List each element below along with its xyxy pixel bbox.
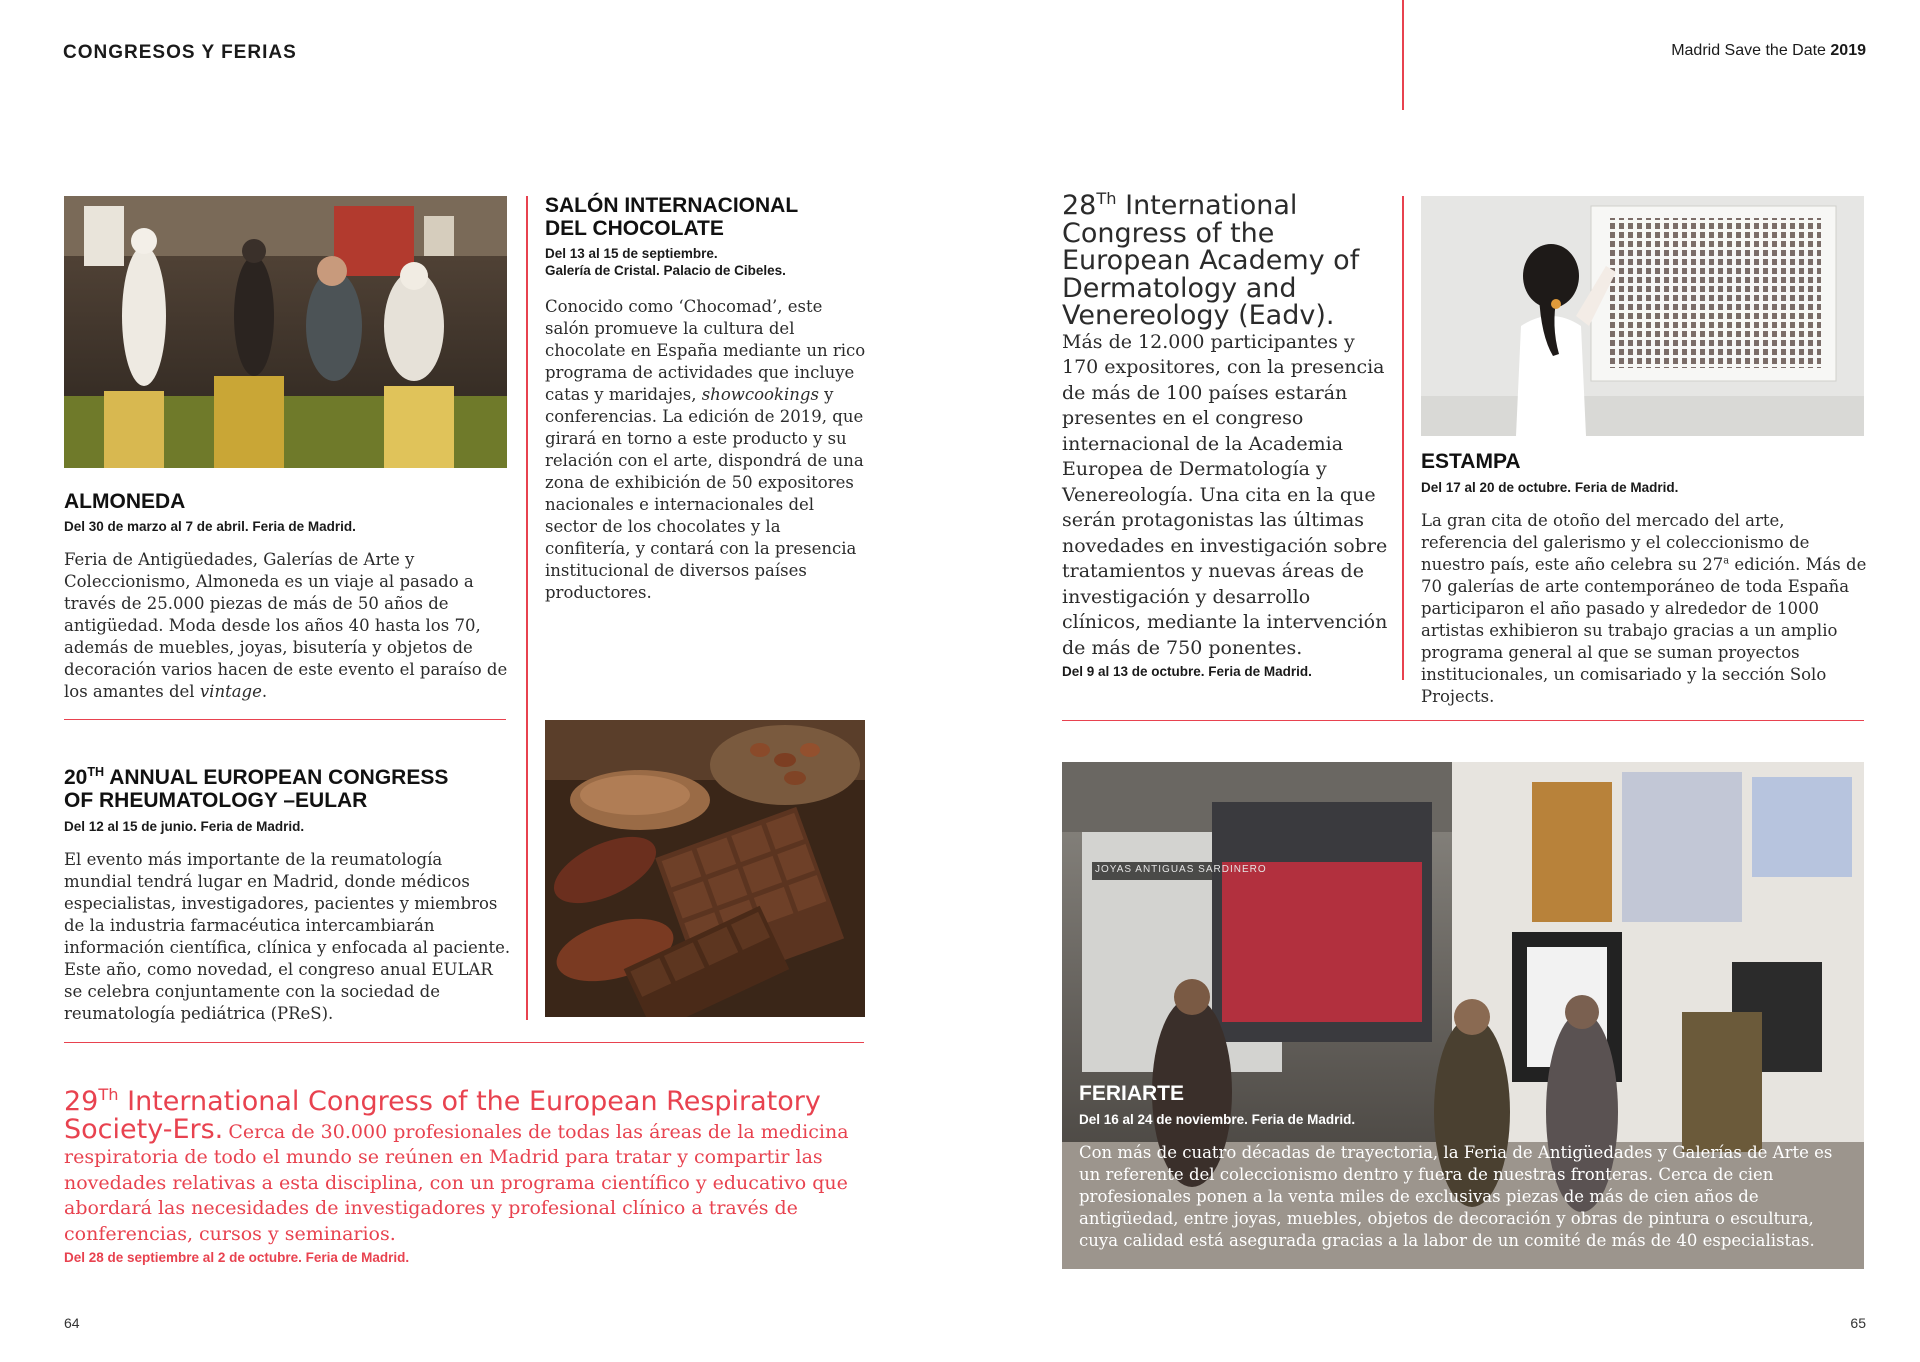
ers-body: Cerca de 30.000 profesionales de todas las áreas de la medicina respiratoria de todo el mundo se reúnen en Madrid para tratar y compartir las novedades relativas a esta disciplina, con un programa científico y educativo que abordará las necesidades de investigadores y profesional clínico a través de conferencias, cursos y seminarios. [64, 1120, 849, 1245]
almoneda-title: ALMONEDA [64, 490, 186, 513]
eadv-title: 28Th International Congress of the European Academy of Dermatology and Venereology (Eadv). [1062, 189, 1360, 331]
publication-title: Madrid Save the Date [1671, 42, 1826, 59]
almoneda-body: Feria de Antigüedades, Galerías de Arte y Coleccionismo, Almoneda es un viaje al pasado a través de 25.000 piezas de más de 50 años de antigüedad. Moda desde los años 40 hasta los 70, además de muebles, joyas, bisutería y objetos de decoración varios hacen de este evento el paraíso de los amantes del vintage. [64, 550, 508, 701]
section-header: CONGRESOS Y FERIAS [63, 42, 297, 63]
left-bottom-rule [64, 1042, 864, 1043]
eular-title: 20TH ANNUAL EUROPEAN CONGRESS OF RHEUMATOLOGY –EULAR [64, 765, 449, 812]
chocolate-body: Conocido como ‘Chocomad’, este salón promueve la cultura del chocolate en España mediante un rico programa de actividades que incluye catas y maridajes, showcookings y conferencias. La edición de 2019, que girará en torno a este producto y su relación con el arte, dispondrá de una zona de exhibición de 50 expositores nacionales e internacionales del sector de los chocolates y la confitería, y contará con la presencia institucional de diversos países productores. [545, 297, 866, 602]
chocolate-photo [545, 720, 865, 1017]
estampa-body: La gran cita de otoño del mercado del arte, referencia del galerismo y el coleccionismo de nuestro país, este año celebra su 27$^a$ edición. Más de 70 galerías de arte contemporáneo de toda España participaron el año pasado y alrededor de 1000 artistas exhibieron su trabajo gracias a un amplio programa general al que se suman proyectos institucionales, un comisariado y la sección Solo Projects. [1421, 511, 1867, 706]
estampa-title: ESTAMPA [1421, 450, 1521, 473]
ers-date: Del 28 de septiembre al 2 de octubre. Feria de Madrid. [64, 1250, 410, 1265]
top-right-vertical-rule [1402, 0, 1404, 110]
chocolate-title: SALÓN INTERNACIONAL DEL CHOCOLATE [545, 194, 799, 240]
gallery-girl-image [1421, 196, 1864, 436]
eadv-block [1062, 189, 1392, 680]
right-mid-rule [1062, 720, 1864, 721]
estampa-photo [1421, 196, 1864, 436]
estampa-column-rule [1402, 196, 1404, 680]
feriarte-sign-1: JOYAS ANTIGUAS SARDINERO [1095, 864, 1267, 875]
eular-date: Del 12 al 15 de junio. Feria de Madrid. [64, 819, 305, 834]
almoneda-date: Del 30 de marzo al 7 de abril. Feria de Madrid. [64, 519, 356, 534]
feriarte-title: FERIARTE [1079, 1082, 1184, 1105]
feriarte-body: Con más de cuatro décadas de trayectoria, la Feria de Antigüedades y Galerías de Arte es un referente del coleccionismo dentro y fuera de nuestras fronteras. Cerca de cien profesionales ponen a la venta miles de exclusivas piezas de más de cien años de antigüedad, entre joyas, muebles, objetos de decoración y obras de pintura o escultura, cuya calidad está asegurada gracias a la labor de un comité de más de 40 especialistas. [1079, 1143, 1833, 1250]
chocolate-image [545, 720, 865, 1017]
eular-body: El evento más importante de la reumatología mundial tendrá lugar en Madrid, donde médicos especialistas, investigadores, pacientes y miembros de la industria farmacéutica intercambiarán información científica, clínica y enfocada al paciente. Este año, como novedad, el congreso anual EULAR se celebra conjuntamente con la sociedad de reumatología pediátrica (PReS). [64, 850, 511, 1023]
feriarte-date: Del 16 al 24 de noviembre. Feria de Madrid. [1079, 1112, 1356, 1127]
ers-block [64, 1085, 854, 1266]
eadv-date: Del 9 al 13 de octubre. Feria de Madrid. [1062, 664, 1312, 679]
estampa-date: Del 17 al 20 de octubre. Feria de Madrid. [1421, 480, 1679, 495]
almoneda-bottom-rule [64, 719, 506, 720]
page-number-left: 64 [64, 1315, 80, 1331]
page-number-right: 65 [1850, 1315, 1866, 1331]
chocolate-column-rule [526, 196, 528, 1020]
chocolate-date: Del 13 al 15 de septiembre. Galería de Cristal. Palacio de Cibeles. [545, 246, 786, 278]
publication-header [1671, 42, 1866, 60]
ers-title: 29Th International Congress of the European Respiratory Society-Ers. [64, 1085, 821, 1145]
almoneda-photo [64, 196, 507, 468]
antique-sculptures-image [64, 196, 507, 468]
eadv-body: Más de 12.000 participantes y 170 expositores, con la presencia de más de 100 países estarán presentes en el congreso internacional de la Academia Europea de Dermatología y Venereología. Una cita en la que serán protagonistas las últimas novedades en investigación sobre tratamientos y nuevas áreas de investigación y desarrollo clínicos, mediante la intervención de más de 750 ponentes. [1062, 330, 1388, 659]
publication-year: 2019 [1830, 42, 1866, 59]
